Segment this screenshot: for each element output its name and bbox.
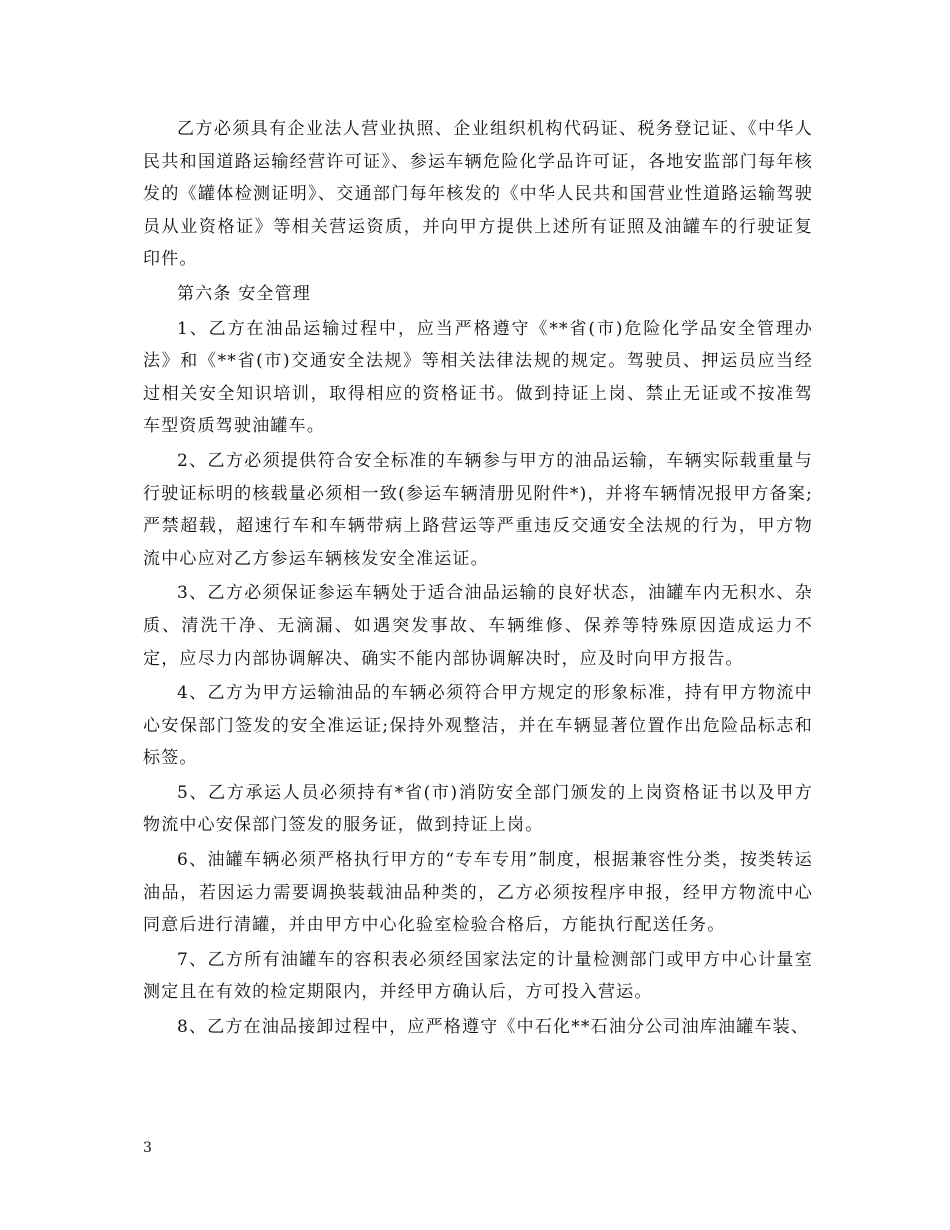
- section-heading-article-6: 第六条 安全管理: [177, 283, 312, 304]
- paragraph-clause-2: 2、乙方必须提供符合安全标准的车辆参与甲方的油品运输，车辆实际载重量与行驶证标明的核载量必须相一致(参运车辆清册见附件*)，并将车辆情况报甲方备案;严禁超载，超速行车和车辆带病上路营运等严重违反交通安全法规的行为，甲方物流中心应对乙方参运车辆核发安全准运证。: [143, 450, 813, 569]
- paragraph-clause-3: 3、乙方必须保证参运车辆处于适合油品运输的良好状态，油罐车内无积水、杂质、清洗干净、无滴漏、如遇突发事故、车辆维修、保养等特殊原因造成运力不定，应尽力内部协调解决、确实不能内部协调解决时，应及时向甲方报告。: [143, 583, 813, 669]
- document-body: [143, 113, 813, 1046]
- paragraph-clause-4: 4、乙方为甲方运输油品的车辆必须符合甲方规定的形象标准，持有甲方物流中心安保部门签发的安全准运证;保持外观整洁，并在车辆显著位置作出危险品标志和标签。: [143, 683, 813, 769]
- paragraph-clause-5: 5、乙方承运人员必须持有*省(市)消防安全部门颁发的上岗资格证书以及甲方物流中心安保部门签发的服务证，做到持证上岗。: [143, 782, 813, 836]
- paragraph-clause-8: 8、乙方在油品接卸过程中，应严格遵守《中石化**石油分公司油库油罐车装、: [177, 1017, 810, 1038]
- page-number: 3: [143, 1140, 152, 1156]
- paragraph-qualifications: 乙方必须具有企业法人营业执照、企业组织机构代码证、税务登记证、《中华人民共和国道路运输经营许可证》、参运车辆危险化学品许可证，各地安监部门每年核发的《罐体检测证明》、交通部门每年核发的《中华人民共和国营业性道路运输驾驶员从业资格证》等相关营运资质，并向甲方提供上述所有证照及油罐车的行驶证复印件。: [143, 119, 813, 270]
- paragraph-clause-1: 1、乙方在油品运输过程中，应当严格遵守《**省(市)危险化学品安全管理办法》和《**省(市)交通安全法规》等相关法律法规的规定。驾驶员、押运员应当经过相关安全知识培训，取得相应的资格证书。做到持证上岗、禁止无证或不按准驾车型资质驾驶油罐车。: [143, 318, 813, 437]
- paragraph-clause-7: 7、乙方所有油罐车的容积表必须经国家法定的计量检测部门或甲方中心计量室测定且在有效的检定期限内，并经甲方确认后，方可投入营运。: [143, 949, 813, 1003]
- paragraph-clause-6: 6、油罐车辆必须严格执行甲方的“专车专用”制度，根据兼容性分类，按类转运油品，若因运力需要调换装载油品种类的，乙方必须按程序申报，经甲方物流中心同意后进行清罐，并由甲方中心化验室检验合格后，方能执行配送任务。: [143, 850, 813, 936]
